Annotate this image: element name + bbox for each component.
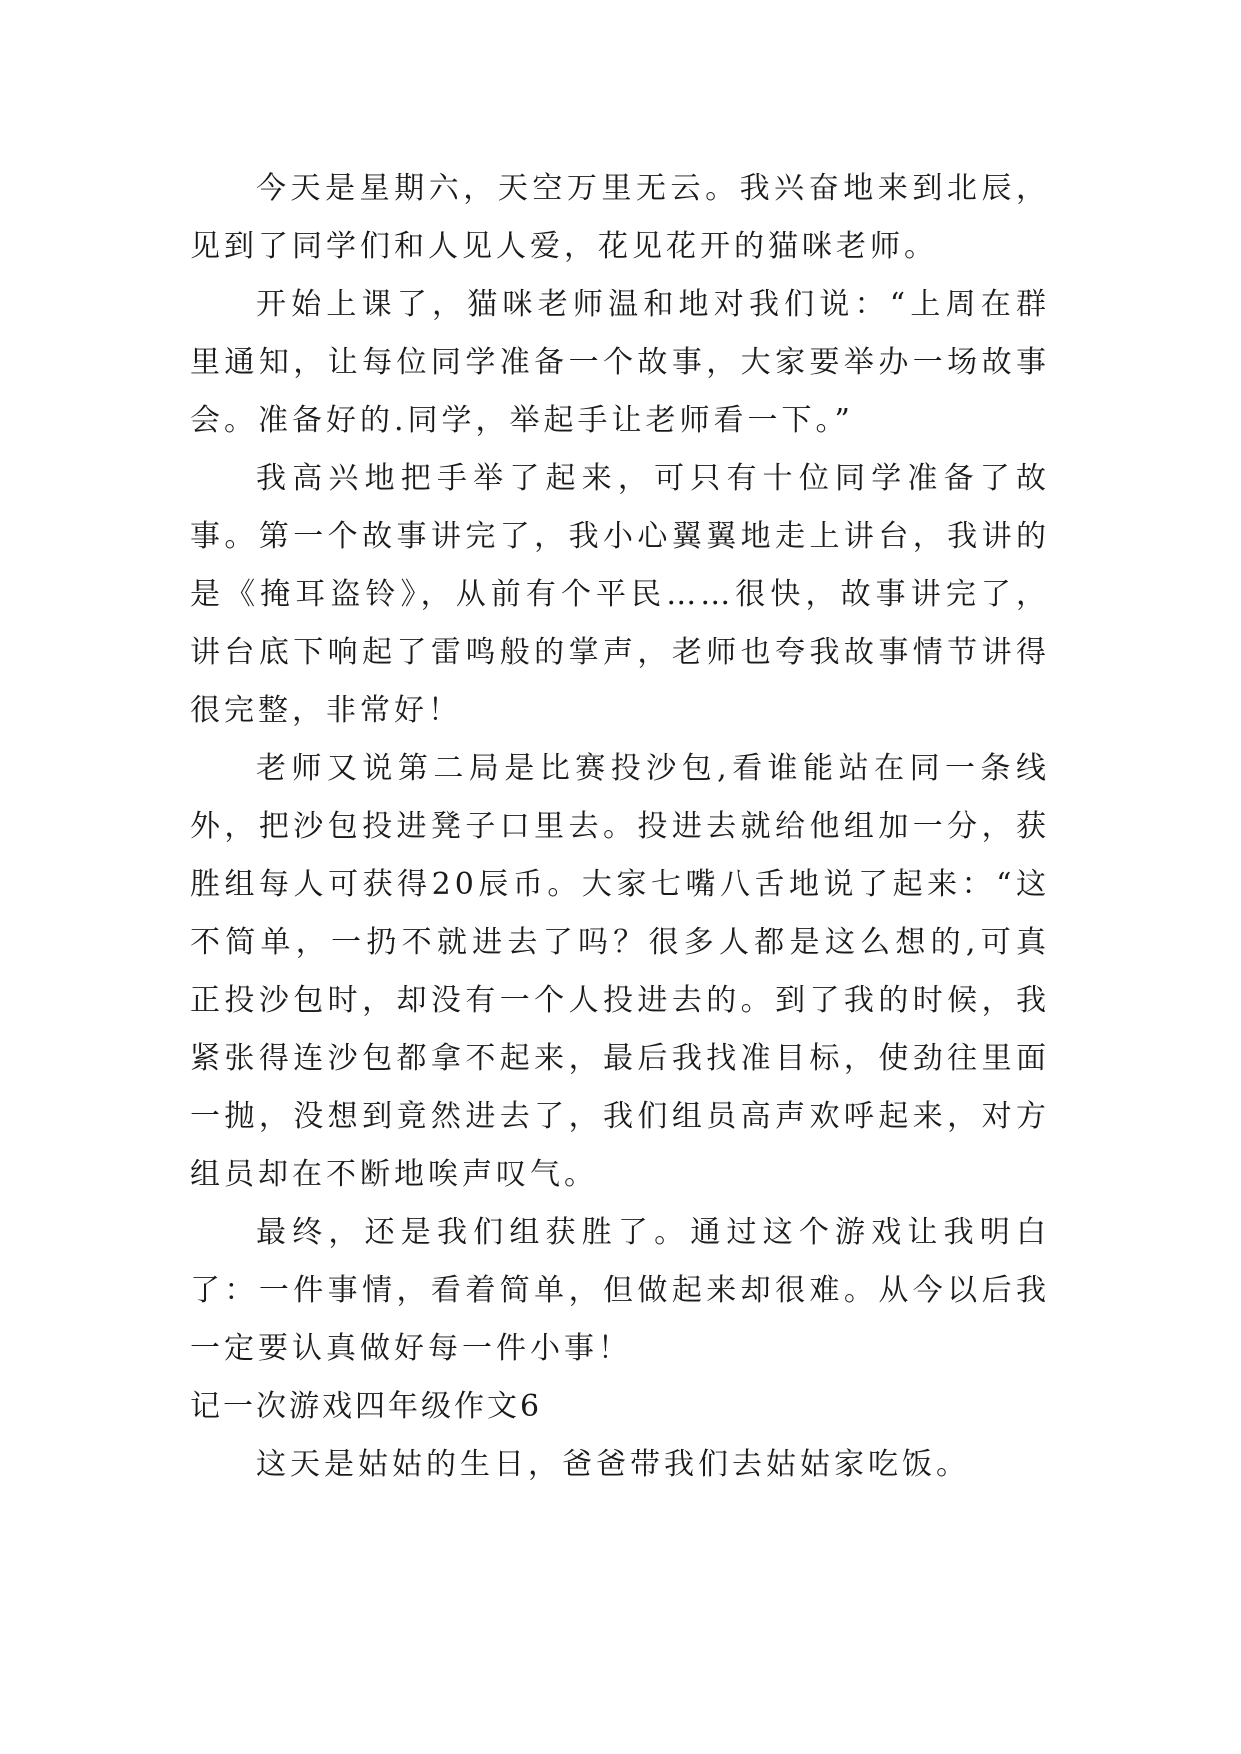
essay-body xyxy=(190,160,1050,1494)
essay-title: 记一次游戏四年级作文6 xyxy=(190,1389,543,1424)
paragraph: 这天是姑姑的生日，爸爸带我们去姑姑家吃饭。 xyxy=(256,1447,970,1482)
paragraph: 开始上课了，猫咪老师温和地对我们说：“上周在群里通知，让每位同学准备一个故事，大家要举办一场故事会。准备好的.同学，举起手让老师看一下。” xyxy=(190,287,1050,438)
paragraph: 今天是星期六，天空万里无云。我兴奋地来到北辰，见到了同学们和人见人爱，花见花开的猫咪老师。 xyxy=(190,171,1050,264)
paragraph: 最终，还是我们组获胜了。通过这个游戏让我明白了：一件事情，看着简单，但做起来却很难。从今以后我一定要认真做好每一件小事！ xyxy=(190,1215,1050,1366)
paragraph: 老师又说第二局是比赛投沙包,看谁能站在同一条线外，把沙包投进凳子口里去。投进去就给他组加一分，获胜组每人可获得20辰币。大家七嘴八舌地说了起来：“这不简单，一扔不就进去了吗？很多人都是这么想的,可真正投沙包时，却没有一个人投进去的。到了我的时候，我紧张得连沙包都拿不起来，最后我找准目标，使劲往里面一抛，没想到竟然进去了，我们组员高声欢呼起来，对方组员却在不断地唉声叹气。 xyxy=(190,751,1050,1192)
paragraph: 我高兴地把手举了起来，可只有十位同学准备了故事。第一个故事讲完了，我小心翼翼地走上讲台，我讲的是《掩耳盗铃》，从前有个平民……很快，故事讲完了，讲台底下响起了雷鸣般的掌声，老师也夸我故事情节讲得很完整，非常好！ xyxy=(190,461,1050,728)
